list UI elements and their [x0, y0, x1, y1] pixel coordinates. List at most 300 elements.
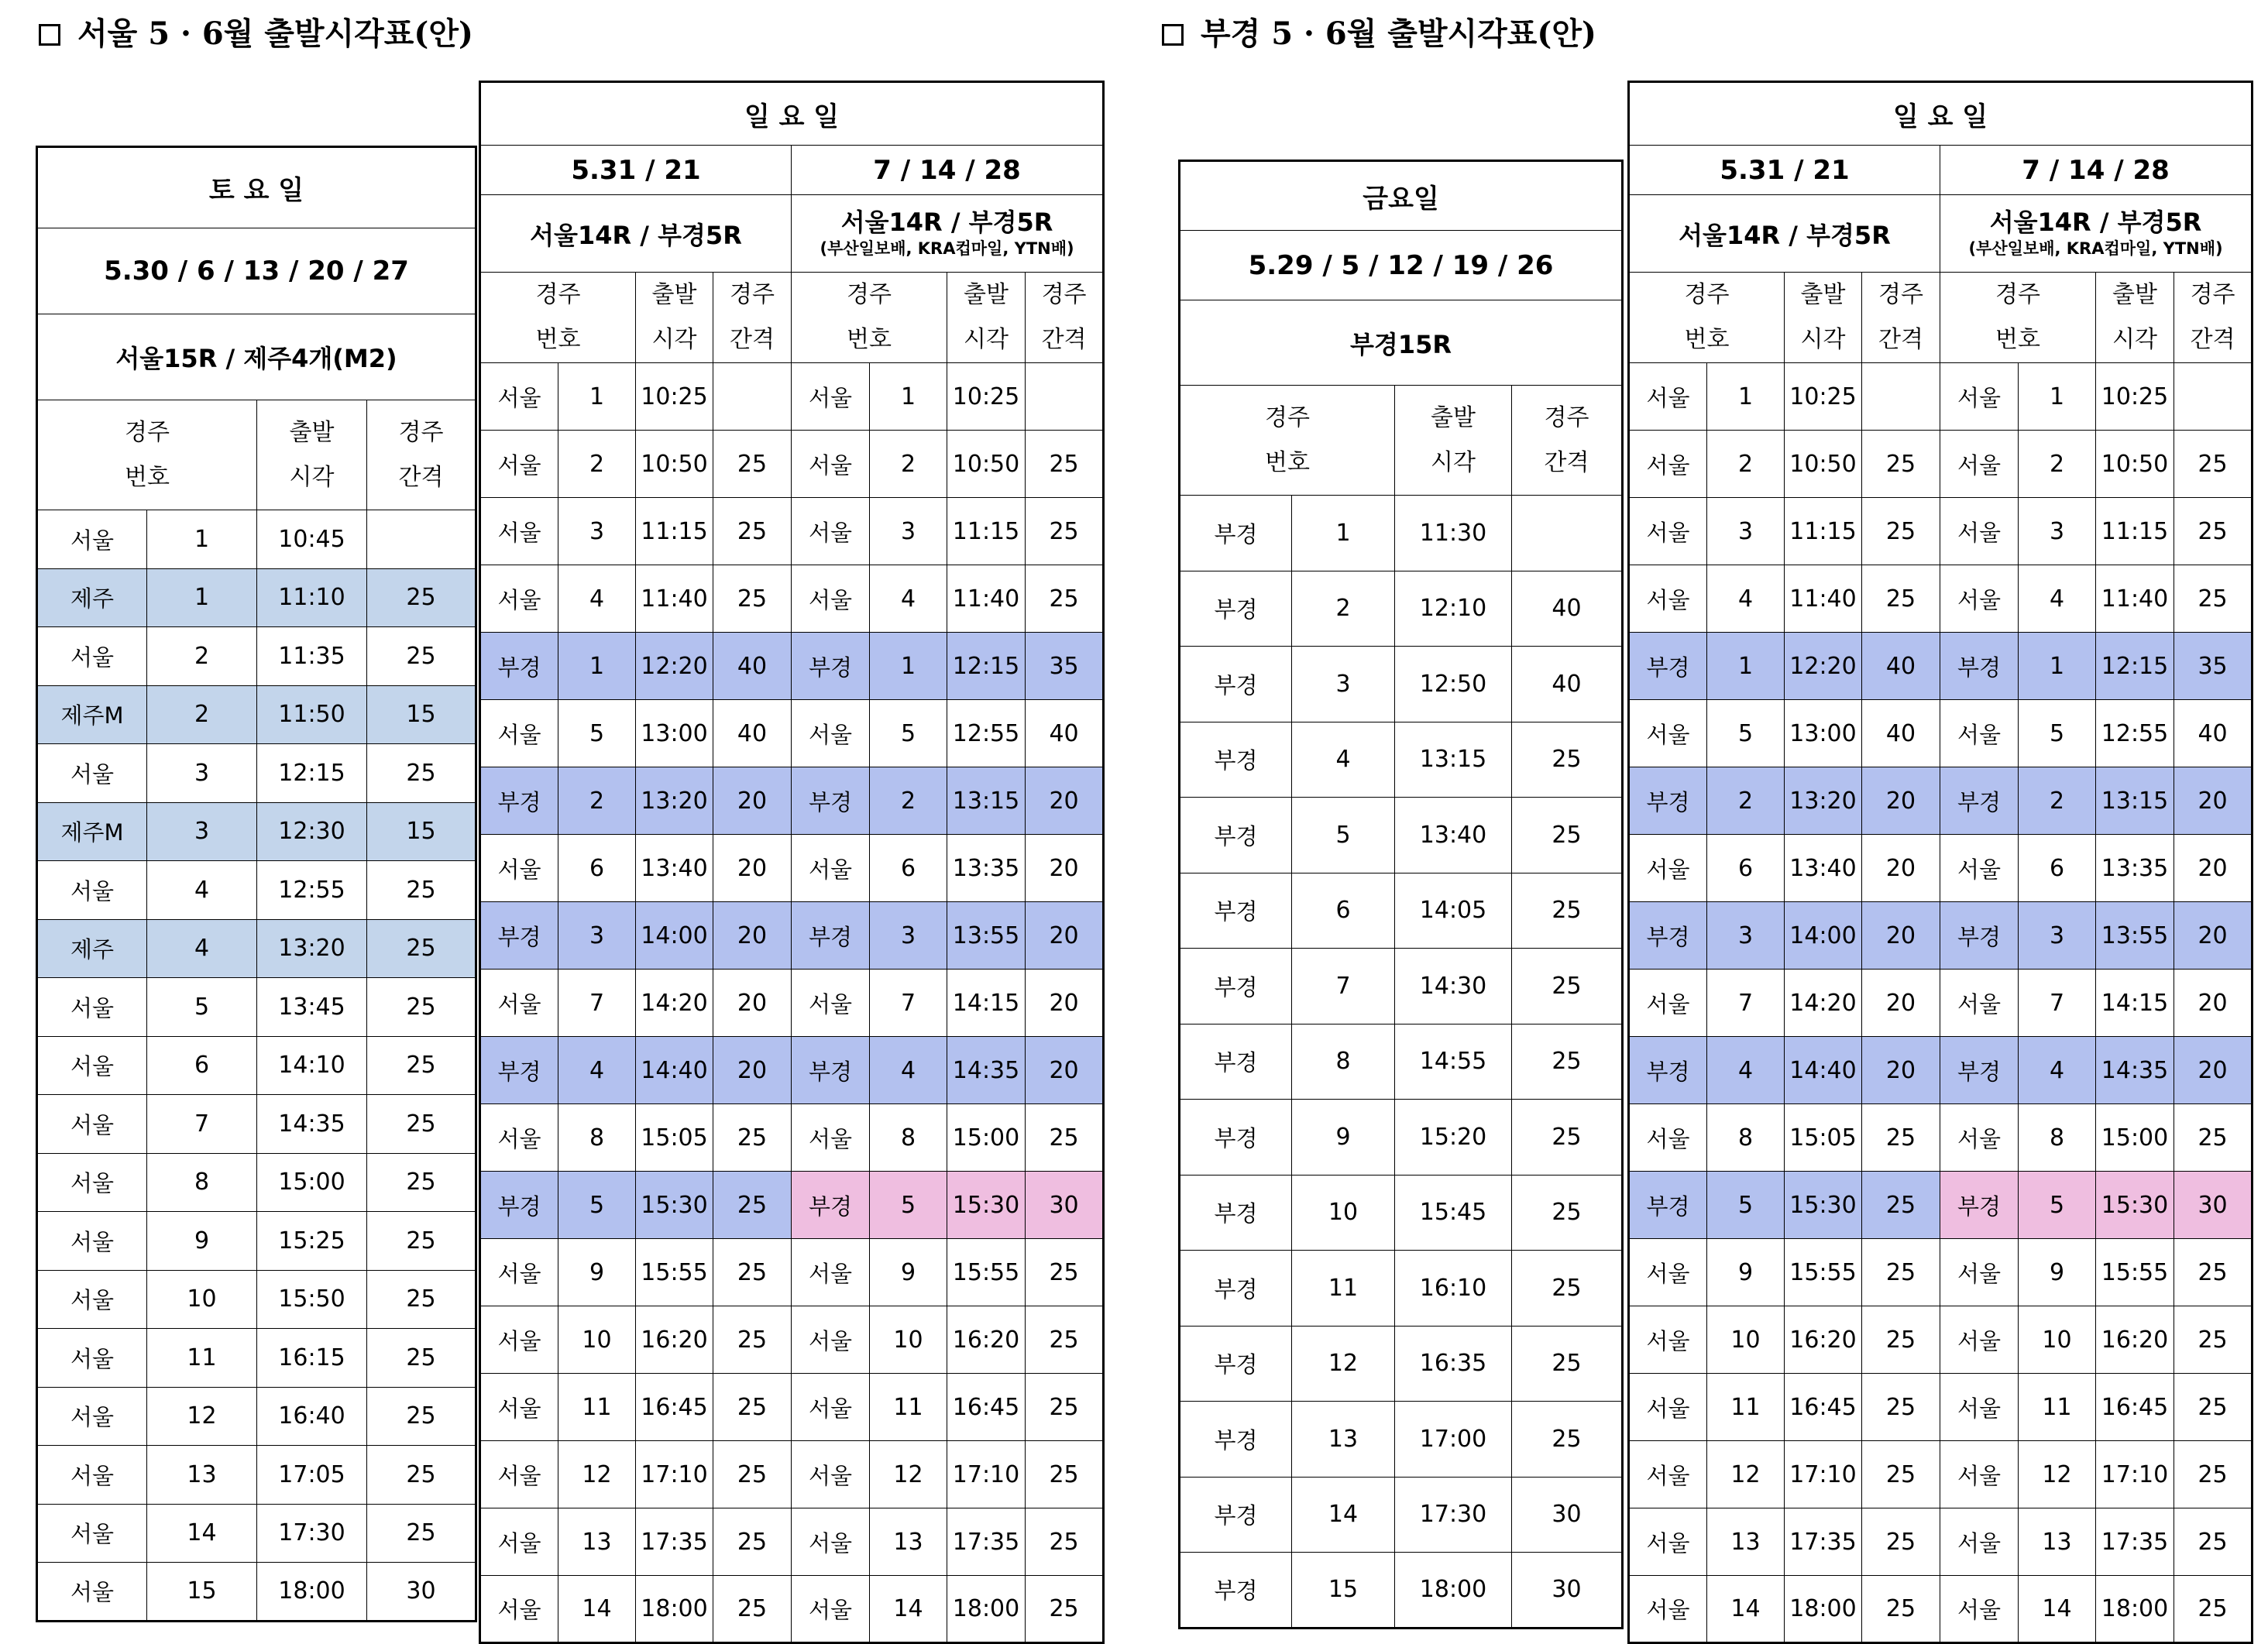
- table-cell: 서울: [1629, 363, 1707, 431]
- table-cell: 6: [558, 835, 636, 902]
- table-cell: 17:05: [257, 1446, 367, 1505]
- table-cell: 13:35: [947, 835, 1026, 902]
- table-cell: 6: [870, 835, 947, 902]
- table-cell: 14: [1292, 1477, 1395, 1553]
- seoul-title-text: 서울 5 · 6월 출발시각표(안): [77, 15, 473, 52]
- table-cell: 25: [2174, 1441, 2253, 1508]
- table-cell: 부경: [1629, 1172, 1707, 1239]
- table-row: [1180, 496, 1623, 571]
- table-cell: 8: [147, 1153, 257, 1212]
- table-cell: 서울: [37, 1387, 147, 1446]
- table-cell: 12: [558, 1441, 636, 1508]
- table-cell: 20: [1026, 970, 1104, 1037]
- table-cell: 서울: [37, 1212, 147, 1271]
- race-no-header: 경주 번호: [1180, 386, 1395, 496]
- table-cell: 6: [1707, 835, 1785, 902]
- table-cell: 40: [1862, 633, 1940, 700]
- table-cell: 30: [1026, 1172, 1104, 1239]
- table-cell: 서울: [1940, 970, 2019, 1037]
- race-gap-header: 경주 간격: [367, 400, 476, 510]
- table-cell: 12:30: [257, 802, 367, 861]
- table-cell: 서울: [37, 510, 147, 569]
- table-cell: 부경: [480, 1037, 558, 1104]
- table-cell: 부경: [1180, 647, 1292, 722]
- table-cell: 40: [1026, 700, 1104, 767]
- table-cell: 14:35: [257, 1095, 367, 1154]
- bukyeong-title-text: 부경 5 · 6월 출발시각표(안): [1201, 15, 1596, 52]
- table-cell: 서울: [792, 1239, 870, 1306]
- table-cell: 서울: [1940, 565, 2019, 633]
- table-cell: 1: [2019, 633, 2096, 700]
- table-cell: 12:20: [636, 633, 713, 700]
- table-cell: 17:30: [257, 1504, 367, 1563]
- table-cell: 13:00: [1785, 700, 1862, 767]
- table-cell: 서울: [37, 1329, 147, 1388]
- table-row: [1629, 1576, 2253, 1643]
- table-row: [37, 861, 476, 920]
- table-cell: 2: [1292, 571, 1395, 647]
- race-no-header: 경주 번호: [1940, 273, 2096, 363]
- table-cell: 12:15: [947, 633, 1026, 700]
- table-cell: 10:50: [1785, 431, 1862, 498]
- table-cell: 9: [870, 1239, 947, 1306]
- table-cell: 17:10: [1785, 1441, 1862, 1508]
- table-cell: 서울: [480, 1239, 558, 1306]
- table-cell: 13:00: [636, 700, 713, 767]
- table-cell: 15:00: [257, 1153, 367, 1212]
- race-no-header: 경주 번호: [792, 273, 947, 363]
- table-cell: 11:30: [1395, 496, 1512, 571]
- table-cell: 17:35: [2096, 1508, 2174, 1576]
- table-cell: 14:40: [1785, 1037, 1862, 1104]
- table-cell: 15:25: [257, 1212, 367, 1271]
- table-cell: 15:30: [2096, 1172, 2174, 1239]
- table-cell: 25: [1862, 1374, 1940, 1441]
- table-cell: 20: [713, 767, 792, 835]
- table-cell: 12: [1292, 1326, 1395, 1402]
- table-cell: 서울: [37, 1563, 147, 1622]
- table-cell: 20: [1862, 767, 1940, 835]
- table-cell: 15:05: [1785, 1104, 1862, 1172]
- table-cell: 5: [558, 700, 636, 767]
- race-composition-label: 서울15R / 제주4개(M2): [37, 314, 476, 400]
- table-cell: 25: [367, 861, 476, 920]
- table-cell: 2: [870, 431, 947, 498]
- bukyeong-sunday-table: [1627, 81, 2253, 1644]
- table-cell: 9: [1707, 1239, 1785, 1306]
- table-cell: 15:30: [636, 1172, 713, 1239]
- table-cell: 5: [1707, 1172, 1785, 1239]
- table-cell: 서울: [37, 1504, 147, 1563]
- table-row: [37, 919, 476, 978]
- table-cell: 5: [1292, 798, 1395, 873]
- table-cell: 17:35: [947, 1508, 1026, 1576]
- table-cell: 부경: [792, 1037, 870, 1104]
- table-cell: 11:10: [257, 568, 367, 627]
- table-cell: 부경: [480, 633, 558, 700]
- table-cell: 25: [1512, 949, 1623, 1024]
- table-row: [37, 802, 476, 861]
- table-cell: 25: [713, 1306, 792, 1374]
- table-row: [480, 835, 1104, 902]
- table-cell: 1: [2019, 363, 2096, 431]
- table-cell: 25: [367, 1270, 476, 1329]
- table-cell: 14:20: [636, 970, 713, 1037]
- table-cell: 11:15: [947, 498, 1026, 565]
- race-composition-b-text: 서울14R / 부경5R: [1989, 207, 2202, 237]
- table-cell: 2: [558, 767, 636, 835]
- table-cell: 부경: [1940, 1172, 2019, 1239]
- table-cell: 3: [870, 498, 947, 565]
- table-cell: 서울: [1940, 1104, 2019, 1172]
- date-label: 5.29 / 5 / 12 / 19 / 26: [1180, 231, 1623, 300]
- table-cell: 1: [558, 633, 636, 700]
- table-cell: 17:10: [636, 1441, 713, 1508]
- table-cell: 12: [147, 1387, 257, 1446]
- table-cell: 부경: [1629, 767, 1707, 835]
- table-cell: 40: [713, 700, 792, 767]
- table-cell: 부경: [1180, 571, 1292, 647]
- table-cell: 20: [1026, 835, 1104, 902]
- table-cell: 서울: [480, 1508, 558, 1576]
- table-cell: 서울: [1629, 835, 1707, 902]
- table-cell: 3: [2019, 498, 2096, 565]
- table-cell: 25: [2174, 1104, 2253, 1172]
- table-cell: 15:05: [636, 1104, 713, 1172]
- table-cell: 1: [870, 633, 947, 700]
- table-cell: 25: [1512, 1100, 1623, 1176]
- table-cell: 25: [1512, 1175, 1623, 1251]
- table-cell: 10:25: [947, 363, 1026, 431]
- table-cell: 부경: [1180, 1175, 1292, 1251]
- table-cell: 25: [1862, 431, 1940, 498]
- table-cell: 25: [1512, 1326, 1623, 1402]
- table-cell: 부경: [1180, 496, 1292, 571]
- table-cell: 13:15: [1395, 722, 1512, 798]
- table-cell: 20: [2174, 767, 2253, 835]
- race-composition-b: [1940, 195, 2253, 273]
- table-cell: 40: [713, 633, 792, 700]
- table-cell: 13: [558, 1508, 636, 1576]
- table-cell: 10:25: [636, 363, 713, 431]
- table-row: [1629, 1508, 2253, 1576]
- table-cell: 5: [2019, 700, 2096, 767]
- table-row: [1180, 1024, 1623, 1100]
- table-cell: 25: [1026, 565, 1104, 633]
- table-row: [1629, 767, 2253, 835]
- table-cell: 부경: [1940, 767, 2019, 835]
- table-cell: 20: [713, 1037, 792, 1104]
- table-cell: 부경: [1180, 1477, 1292, 1553]
- table-cell: 25: [713, 1374, 792, 1441]
- table-cell: 4: [1292, 722, 1395, 798]
- table-cell: 서울: [792, 1576, 870, 1643]
- table-cell: 10:25: [2096, 363, 2174, 431]
- table-cell: 25: [367, 1153, 476, 1212]
- table-cell: 15:00: [947, 1104, 1026, 1172]
- table-row: [37, 1095, 476, 1154]
- table-cell: 서울: [480, 363, 558, 431]
- table-cell: 서울: [1629, 1374, 1707, 1441]
- table-cell: 서울: [1629, 970, 1707, 1037]
- table-cell: 3: [147, 802, 257, 861]
- table-row: [37, 510, 476, 569]
- table-cell: 18:00: [947, 1576, 1026, 1643]
- table-cell: [2174, 363, 2253, 431]
- table-row: [37, 627, 476, 686]
- table-cell: 15: [147, 1563, 257, 1622]
- table-cell: 5: [870, 700, 947, 767]
- race-gap-header: 경주 간격: [713, 273, 792, 363]
- date-label-a: 5.31 / 21: [1629, 146, 1940, 195]
- table-row: [1629, 565, 2253, 633]
- table-cell: 5: [2019, 1172, 2096, 1239]
- table-cell: 18:00: [1395, 1553, 1512, 1629]
- table-cell: 15:55: [947, 1239, 1026, 1306]
- checkbox-square-icon: [39, 24, 60, 46]
- table-cell: 3: [1707, 498, 1785, 565]
- table-cell: 18:00: [257, 1563, 367, 1622]
- table-row: [480, 902, 1104, 970]
- table-row: [480, 498, 1104, 565]
- race-composition-a: 서울14R / 부경5R: [480, 195, 792, 273]
- table-cell: 25: [2174, 1306, 2253, 1374]
- table-cell: 서울: [480, 1306, 558, 1374]
- table-cell: 25: [1512, 1024, 1623, 1100]
- table-cell: 18:00: [636, 1576, 713, 1643]
- table-cell: 10: [558, 1306, 636, 1374]
- table-cell: 서울: [792, 700, 870, 767]
- table-cell: 25: [367, 744, 476, 803]
- table-cell: 25: [1512, 1402, 1623, 1478]
- table-row: [1629, 1306, 2253, 1374]
- table-cell: 9: [1292, 1100, 1395, 1176]
- bukyeong-friday-table: [1178, 160, 1624, 1629]
- table-cell: 4: [1707, 565, 1785, 633]
- table-row: [1180, 1326, 1623, 1402]
- table-cell: 1: [558, 363, 636, 431]
- race-composition-b-text: 서울14R / 부경5R: [840, 207, 1053, 237]
- table-cell: 35: [1026, 633, 1104, 700]
- table-cell: 15: [367, 685, 476, 744]
- start-time-header: 출발 시각: [1395, 386, 1512, 496]
- table-cell: 12: [870, 1441, 947, 1508]
- table-cell: 서울: [792, 835, 870, 902]
- table-cell: 11: [2019, 1374, 2096, 1441]
- table-cell: 12:10: [1395, 571, 1512, 647]
- table-row: [1180, 798, 1623, 873]
- table-cell: 서울: [1629, 431, 1707, 498]
- day-label: 일 요 일: [480, 82, 1104, 146]
- table-cell: 서울: [1629, 1104, 1707, 1172]
- race-no-header: 경주 번호: [1629, 273, 1785, 363]
- table-cell: 2: [147, 627, 257, 686]
- table-cell: 17:10: [947, 1441, 1026, 1508]
- table-cell: 부경: [792, 902, 870, 970]
- table-cell: 10:50: [636, 431, 713, 498]
- table-row: [1629, 633, 2253, 700]
- seoul-sunday-table: [479, 81, 1105, 1644]
- date-label: 5.30 / 6 / 13 / 20 / 27: [37, 228, 476, 314]
- table-cell: 20: [2174, 835, 2253, 902]
- table-cell: 25: [367, 1504, 476, 1563]
- race-gap-header: 경주 간격: [1026, 273, 1104, 363]
- table-cell: 서울: [480, 565, 558, 633]
- table-cell: 25: [713, 1441, 792, 1508]
- table-cell: 부경: [1629, 1037, 1707, 1104]
- table-cell: 25: [1026, 431, 1104, 498]
- table-row: [37, 978, 476, 1037]
- table-cell: 16:20: [947, 1306, 1026, 1374]
- table-cell: 13:20: [257, 919, 367, 978]
- table-cell: 11: [870, 1374, 947, 1441]
- table-row: [1629, 1172, 2253, 1239]
- table-cell: 25: [713, 1172, 792, 1239]
- table-cell: 7: [147, 1095, 257, 1154]
- table-cell: 서울: [1940, 1576, 2019, 1643]
- table-cell: 4: [147, 919, 257, 978]
- table-row: [1629, 835, 2253, 902]
- table-row: [37, 1153, 476, 1212]
- table-cell: 14: [870, 1576, 947, 1643]
- table-cell: 13: [1707, 1508, 1785, 1576]
- table-cell: 서울: [1940, 700, 2019, 767]
- table-cell: 9: [2019, 1239, 2096, 1306]
- table-cell: 부경: [1180, 1402, 1292, 1478]
- table-cell: 4: [2019, 565, 2096, 633]
- date-label-a: 5.31 / 21: [480, 146, 792, 195]
- table-cell: 서울: [792, 498, 870, 565]
- table-cell: 14:20: [1785, 970, 1862, 1037]
- table-cell: 25: [1862, 1441, 1940, 1508]
- table-cell: 7: [1292, 949, 1395, 1024]
- table-cell: 9: [558, 1239, 636, 1306]
- table-cell: 서울: [792, 970, 870, 1037]
- table-cell: 14:00: [1785, 902, 1862, 970]
- table-cell: 25: [367, 1387, 476, 1446]
- table-cell: 20: [1862, 902, 1940, 970]
- table-row: [37, 1563, 476, 1622]
- table-cell: 25: [2174, 498, 2253, 565]
- table-cell: 11:40: [947, 565, 1026, 633]
- table-row: [1629, 1037, 2253, 1104]
- table-cell: 7: [870, 970, 947, 1037]
- table-cell: 11:40: [1785, 565, 1862, 633]
- table-cell: 20: [1862, 1037, 1940, 1104]
- race-no-header: 경주 번호: [37, 400, 257, 510]
- table-cell: 2: [558, 431, 636, 498]
- table-cell: [1862, 363, 1940, 431]
- table-cell: 16:45: [2096, 1374, 2174, 1441]
- table-cell: 서울: [37, 861, 147, 920]
- table-cell: 13:55: [2096, 902, 2174, 970]
- day-label: 금요일: [1180, 161, 1623, 231]
- table-cell: 4: [558, 565, 636, 633]
- table-cell: 서울: [1629, 1306, 1707, 1374]
- table-cell: 25: [2174, 1239, 2253, 1306]
- table-cell: 부경: [1180, 949, 1292, 1024]
- table-cell: 13:40: [1395, 798, 1512, 873]
- table-cell: 17:35: [636, 1508, 713, 1576]
- race-no-header: 경주 번호: [480, 273, 636, 363]
- table-cell: 16:45: [1785, 1374, 1862, 1441]
- table-cell: 14: [147, 1504, 257, 1563]
- table-cell: 12:55: [2096, 700, 2174, 767]
- table-cell: 제주: [37, 568, 147, 627]
- table-cell: 25: [1026, 1508, 1104, 1576]
- table-cell: 16:20: [636, 1306, 713, 1374]
- table-cell: 25: [367, 1446, 476, 1505]
- table-cell: 서울: [480, 1104, 558, 1172]
- table-cell: 서울: [480, 1374, 558, 1441]
- table-row: [37, 1270, 476, 1329]
- table-cell: 부경: [1629, 633, 1707, 700]
- race-composition-b-note: (부산일보배, KRA컵마일, YTN배): [820, 239, 1074, 258]
- table-cell: 서울: [480, 1441, 558, 1508]
- table-cell: 25: [713, 565, 792, 633]
- table-cell: 25: [1026, 498, 1104, 565]
- table-row: [1629, 970, 2253, 1037]
- table-row: [480, 1306, 1104, 1374]
- race-composition-b-note: (부산일보배, KRA컵마일, YTN배): [1968, 239, 2223, 258]
- table-row: [1180, 1100, 1623, 1176]
- table-cell: 18:00: [1785, 1576, 1862, 1643]
- table-row: [1629, 431, 2253, 498]
- table-cell: 25: [1862, 1576, 1940, 1643]
- table-cell: 13:40: [636, 835, 713, 902]
- table-cell: 10:50: [947, 431, 1026, 498]
- table-cell: 2: [2019, 767, 2096, 835]
- table-cell: 서울: [792, 1374, 870, 1441]
- table-cell: 3: [558, 902, 636, 970]
- table-row: [1629, 498, 2253, 565]
- table-cell: 12: [1707, 1441, 1785, 1508]
- table-cell: 서울: [37, 744, 147, 803]
- table-cell: 3: [1292, 647, 1395, 722]
- table-row: [1629, 1104, 2253, 1172]
- table-cell: 11: [1707, 1374, 1785, 1441]
- table-cell: 서울: [1940, 363, 2019, 431]
- table-cell: 13:45: [257, 978, 367, 1037]
- table-row: [1180, 873, 1623, 949]
- table-cell: 12:20: [1785, 633, 1862, 700]
- table-cell: 20: [1862, 835, 1940, 902]
- table-cell: 부경: [1629, 902, 1707, 970]
- table-cell: 부경: [1180, 722, 1292, 798]
- table-cell: 12:15: [257, 744, 367, 803]
- table-row: [1180, 1175, 1623, 1251]
- table-cell: 부경: [1940, 1037, 2019, 1104]
- start-time-header: 출발 시각: [1785, 273, 1862, 363]
- table-cell: 13: [147, 1446, 257, 1505]
- table-cell: 25: [367, 1095, 476, 1154]
- table-cell: 11: [147, 1329, 257, 1388]
- table-cell: 서울: [37, 627, 147, 686]
- table-cell: 1: [1292, 496, 1395, 571]
- table-cell: 17:00: [1395, 1402, 1512, 1478]
- table-cell: 서울: [1940, 835, 2019, 902]
- table-cell: 25: [713, 1239, 792, 1306]
- table-cell: 11: [1292, 1251, 1395, 1327]
- table-cell: 25: [1862, 498, 1940, 565]
- table-cell: 25: [1512, 873, 1623, 949]
- table-row: [480, 1374, 1104, 1441]
- table-cell: 13: [1292, 1402, 1395, 1478]
- table-cell: 15:55: [1785, 1239, 1862, 1306]
- start-time-header: 출발 시각: [2096, 273, 2174, 363]
- table-row: [37, 685, 476, 744]
- table-cell: 25: [2174, 1508, 2253, 1576]
